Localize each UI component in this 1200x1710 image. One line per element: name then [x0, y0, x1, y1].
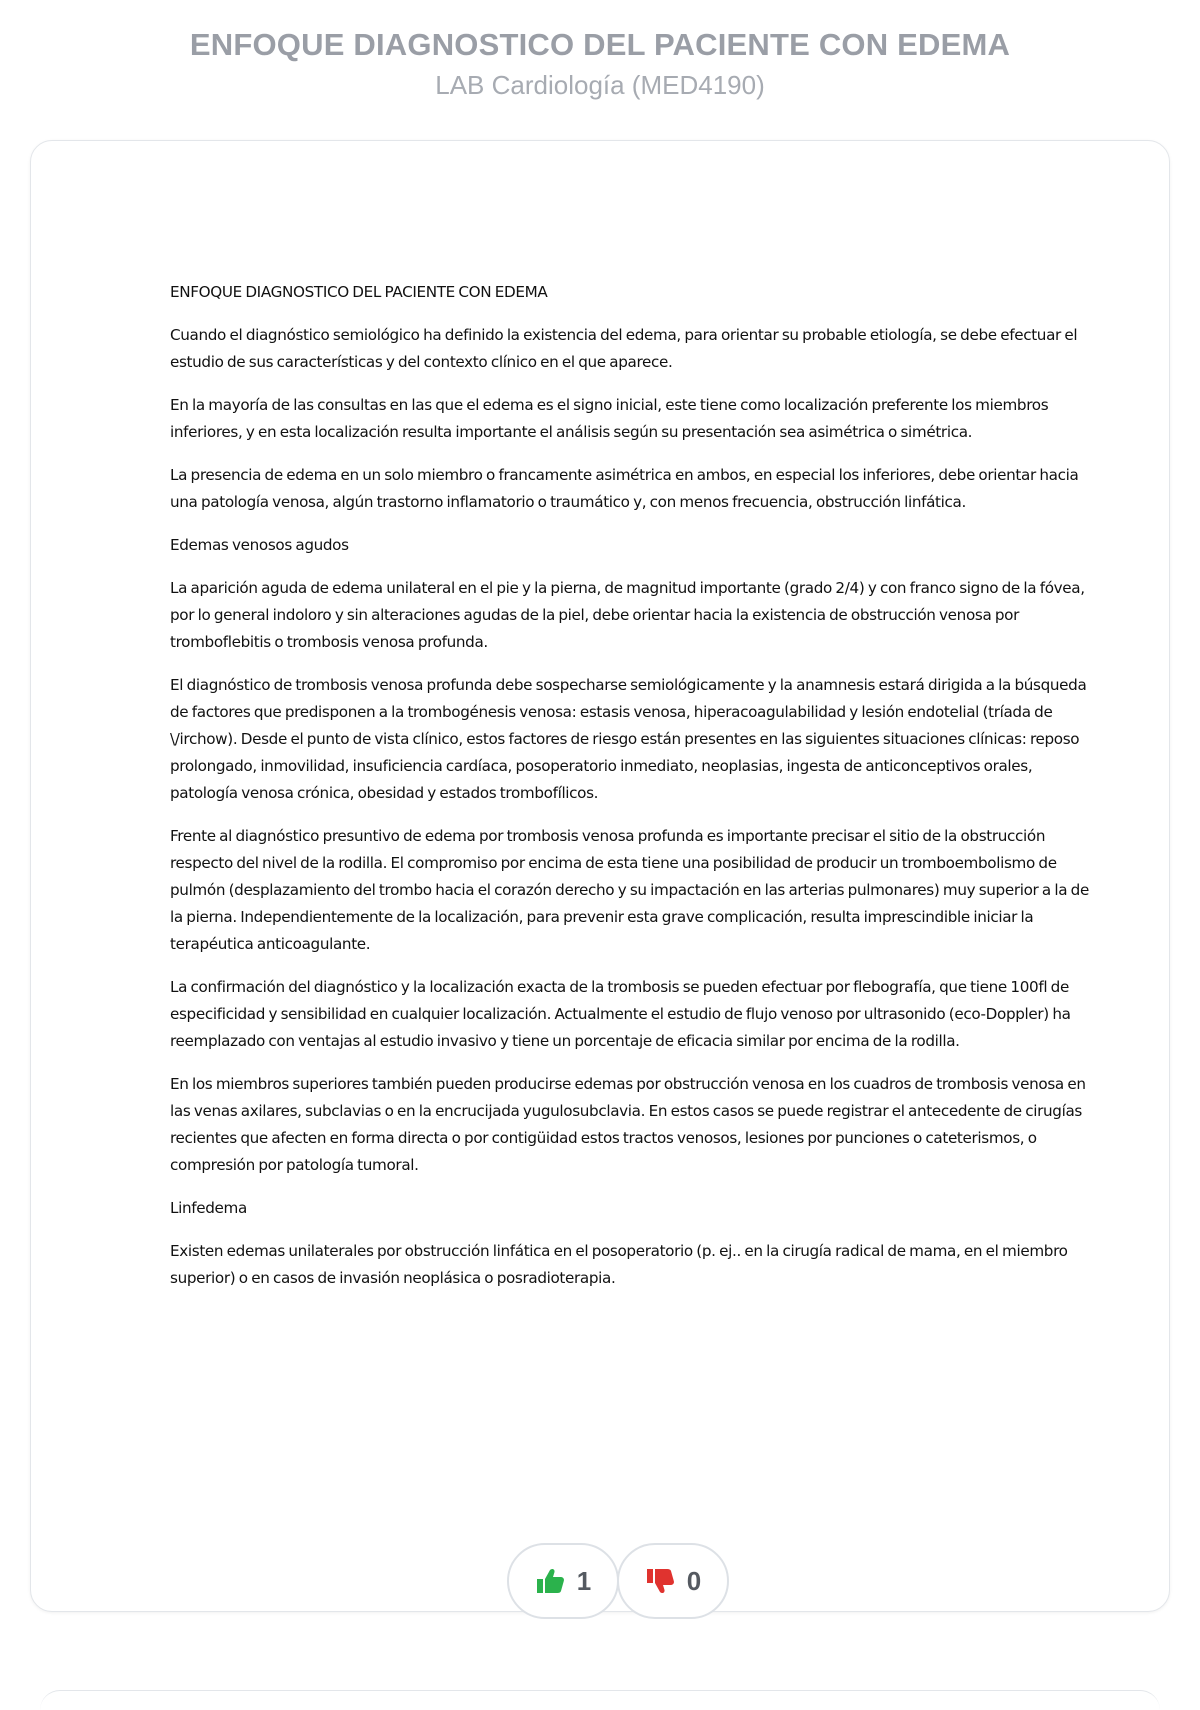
upvote-button[interactable]	[507, 1543, 619, 1619]
paragraph: En los miembros superiores también pueden producirse edemas por obstrucción venosa en los cuadros de trombosis venosa en las venas axilares, subclavias o en la encrucijada yugulosubclavia. En estos casos se puede registrar el antecedente de cirugías recientes que afecten en forma directa o por contigüidad estos tractos venosos, lesiones por punciones o cateterismos, o compresión por patología tumoral.	[170, 1075, 1086, 1174]
page-title: ENFOQUE DIAGNOSTICO DEL PACIENTE CON EDEMA	[189, 27, 1011, 62]
document-heading: ENFOQUE DIAGNOSTICO DEL PACIENTE CON EDEMA	[170, 283, 548, 301]
downvote-button[interactable]	[617, 1543, 729, 1619]
paragraph: Cuando el diagnóstico semiológico ha definido la existencia del edema, para orientar su probable etiología, se debe efectuar el estudio de sus características y del contexto clínico en el que aparece.	[170, 326, 1078, 371]
paragraph: El diagnóstico de trombosis venosa profunda debe sospecharse semiológicamente y la anamnesis estará dirigida a la búsqueda de factores que predisponen a la trombogénesis venosa: estasis venosa, hiperacoagulabilidad y lesión endotelial (tríada de \/irchow). Desde el punto de vista clínico, estos factores de riesgo están presentes en las siguientes situaciones clínicas: reposo prolongado, inmovilidad, insuficiencia cardíaca, posoperatorio inmediato, neoplasias, ingesta de anticonceptivos orales, patología venosa crónica, obesidad y estados trombofílicos.	[170, 676, 1087, 802]
paragraph: En la mayoría de las consultas en las que el edema es el signo inicial, este tiene como localización preferente los miembros inferiores, y en esta localización resulta importante el análisis según su presentación sea asimétrica o simétrica.	[170, 396, 1049, 441]
course-subtitle: LAB Cardiología (MED4190)	[435, 70, 765, 100]
section-heading: Linfedema	[170, 1199, 247, 1217]
paragraph: La aparición aguda de edema unilateral en el pie y la pierna, de magnitud importante (grado 2/4) y con franco signo de la fóvea, por lo general indoloro y sin alteraciones agudas de la piel, debe orientar hacia la existencia de obstrucción venosa por tromboflebitis o trombosis venosa profunda.	[170, 579, 1085, 651]
paragraph: Frente al diagnóstico presuntivo de edema por trombosis venosa profunda es importante precisar el sitio de la obstrucción respecto del nivel de la rodilla. El compromiso por encima de esta tiene una posibilidad de producir un tromboembolismo de pulmón (desplazamiento del trombo hacia el corazón derecho y su impactación en las arterias pulmonares) muy superior a la de la pierna. Independientemente de la localización, para prevenir esta grave complicación, resulta imprescindible iniciar la terapéutica anticoagulante.	[170, 827, 1089, 953]
paragraph: Existen edemas unilaterales por obstrucción linfática en el posoperatorio (p. ej.. en la cirugía radical de mama, en el miembro superior) o en casos de invasión neoplásica o posradioterapia.	[170, 1242, 1068, 1287]
upvote-count: 1	[576, 1565, 592, 1596]
thumbs-up-icon	[535, 1567, 565, 1595]
page-header	[0, 0, 1200, 102]
next-card-edge	[40, 1690, 1160, 1710]
paragraph: La presencia de edema en un solo miembro o francamente asimétrica en ambos, en especial los inferiores, debe orientar hacia una patología venosa, algún trastorno inflamatorio o traumático y, con menos frecuencia, obstrucción linfática.	[170, 466, 1079, 511]
section-heading: Edemas venosos agudos	[170, 536, 349, 554]
document-card	[30, 140, 1170, 1612]
paragraph: La confirmación del diagnóstico y la localización exacta de la trombosis se pueden efectuar por flebografía, que tiene 100fl de especificidad y sensibilidad en cualquier localización. Actualmente el estudio de flujo venoso por ultrasonido (eco-Doppler) ha reemplazado con ventajas al estudio invasivo y tiene un porcentaje de eficacia similar por encima de la rodilla.	[170, 978, 1071, 1050]
document-body	[170, 279, 1090, 1308]
downvote-count: 0	[686, 1565, 702, 1596]
vote-group	[507, 1543, 729, 1619]
thumbs-down-icon	[645, 1567, 675, 1595]
